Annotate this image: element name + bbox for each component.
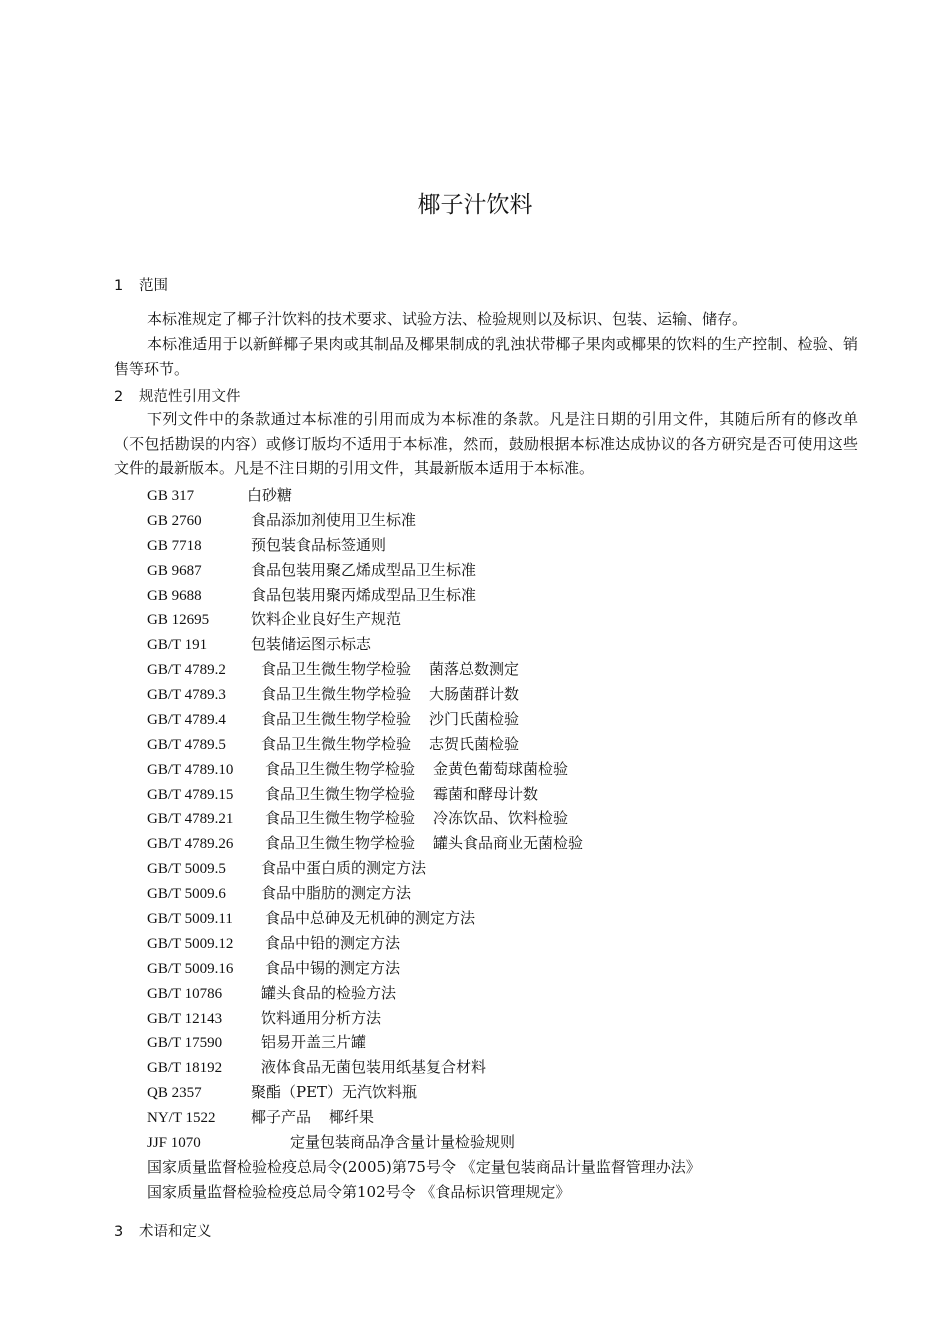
section-number: 3	[114, 1224, 124, 1240]
reference-code: GB 317	[147, 488, 195, 504]
section-1-heading	[114, 274, 168, 295]
reference-part: 罐头食品商业无菌检验	[433, 834, 584, 853]
reference-item	[147, 1081, 417, 1102]
reference-item	[147, 1181, 570, 1202]
section-title: 范围	[139, 278, 168, 294]
reference-title: 食品卫生微生物学检验	[261, 685, 412, 703]
reference-code: GB/T 191	[147, 637, 208, 654]
reference-title: 预包装食品标签通则	[251, 535, 387, 554]
section-number: 2	[114, 389, 124, 405]
reference-title: 食品卫生微生物学检验	[261, 660, 412, 679]
reference-title: 食品中脂肪的测定方法	[261, 884, 412, 903]
reference-title: 食品中铅的测定方法	[265, 933, 401, 952]
reference-title: 食品中蛋白质的测定方法	[261, 859, 427, 878]
reference-item	[147, 1007, 381, 1028]
reference-code: GB/T 10786	[147, 985, 223, 1002]
reference-item	[147, 1031, 366, 1052]
reference-code: GB/T 4789.4	[147, 711, 226, 728]
reference-code: GB/T 4789.10	[147, 761, 234, 778]
reference-title: 聚酯（PET）无汽饮料瓶	[251, 1083, 418, 1102]
paragraph-references-intro: 下列文件中的条款通过本标准的引用而成为本标准的条款。凡是注日期的引用文件，其随后所有的修改单（不包括勘误的内容）或修订版均不适用于本标准，然而，鼓励根据本标准达成协议的各方研究是否可使用这些文件的最新版本。凡是不注日期的引用文件，其最新版本适用于本标准。	[114, 410, 858, 478]
reference-title: 食品卫生微生物学检验	[265, 784, 416, 803]
reference-item	[147, 882, 411, 903]
reference-code: GB/T 5009.16	[147, 960, 234, 977]
reference-title: 罐头食品的检验方法	[261, 983, 397, 1002]
reference-code: GB/T 4789.21	[147, 811, 234, 828]
reference-item	[147, 534, 386, 555]
reference-item	[147, 783, 538, 804]
reference-title: 铝易开盖三片罐	[261, 1033, 367, 1052]
reference-part: 志贺氏菌检验	[429, 734, 520, 753]
reference-item	[147, 509, 416, 530]
reference-item	[147, 484, 292, 505]
reference-item	[147, 733, 519, 754]
reference-code: GB/T 17590	[147, 1035, 223, 1052]
reference-title: 白砂糖	[247, 486, 293, 504]
reference-item	[147, 633, 371, 654]
reference-item	[147, 758, 568, 779]
reference-title: 食品卫生微生物学检验	[261, 734, 412, 753]
reference-title: 饮料企业良好生产规范	[251, 610, 402, 629]
reference-item	[147, 658, 519, 679]
paragraph-scope-2: 本标准适用于以新鲜椰子果肉或其制品及椰果制成的乳浊状带椰子果肉或椰果的饮料的生产控制、检验、销售等环节。	[114, 335, 858, 378]
reference-title: 液体食品无菌包装用纸基复合材料	[261, 1058, 487, 1077]
reference-code: GB 12695	[147, 612, 210, 629]
reference-item	[147, 683, 519, 704]
section-number: 1	[114, 278, 124, 294]
reference-code: GB 9687	[147, 562, 202, 579]
reference-item	[147, 1156, 701, 1177]
reference-item	[147, 857, 426, 878]
reference-item	[147, 559, 476, 580]
reference-code: GB/T 5009.5	[147, 861, 226, 878]
reference-title: 定量包装商品净含量计量检验规则	[290, 1132, 516, 1151]
reference-code: GB/T 4789.15	[147, 786, 234, 803]
reference-part: 霉菌和酵母计数	[433, 784, 539, 803]
reference-code: GB/T 5009.12	[147, 935, 234, 952]
reference-code: GB/T 5009.11	[147, 911, 233, 927]
section-title: 术语和定义	[139, 1224, 212, 1240]
reference-item	[147, 957, 400, 978]
reference-part: 大肠菌群计数	[429, 685, 520, 703]
reference-code: QB 2357	[147, 1085, 202, 1102]
reference-title: 包装储运图示标志	[251, 635, 372, 654]
reference-code: GB/T 4789.3	[147, 687, 226, 703]
reference-title: 食品包装用聚丙烯成型品卫生标准	[251, 585, 477, 604]
reference-code: GB 9688	[147, 587, 202, 604]
reference-item	[147, 1131, 515, 1152]
reference-item	[147, 832, 583, 853]
reference-code: GB/T 12143	[147, 1010, 223, 1027]
reference-part: 金黄色葡萄球菌检验	[433, 759, 569, 778]
reference-code: GB/T 5009.6	[147, 886, 226, 903]
reference-code: GB/T 18192	[147, 1060, 223, 1077]
reference-part: 沙门氏菌检验	[429, 709, 520, 728]
reference-item	[147, 584, 476, 605]
reference-item	[147, 807, 568, 828]
reference-title: 食品添加剂使用卫生标准	[251, 510, 417, 529]
reference-title: 食品中锡的测定方法	[265, 958, 401, 977]
reference-code: GB 7718	[147, 537, 202, 554]
reference-item	[147, 708, 519, 729]
reference-item	[147, 1106, 374, 1127]
reference-title: 国家质量监督检验检疫总局令第102号令 《食品标识管理规定》	[147, 1182, 571, 1201]
reference-part: 椰纤果	[329, 1108, 375, 1126]
reference-title: 椰子产品	[251, 1108, 312, 1126]
reference-title: 食品卫生微生物学检验	[265, 759, 416, 778]
section-title: 规范性引用文件	[139, 389, 241, 405]
reference-title: 食品包装用聚乙烯成型品卫生标准	[251, 560, 477, 579]
reference-part: 冷冻饮品、饮料检验	[433, 809, 569, 828]
reference-code: NY/T 1522	[147, 1110, 216, 1126]
reference-code: JJF 1070	[147, 1134, 201, 1151]
reference-title: 食品卫生微生物学检验	[265, 834, 416, 853]
reference-item	[147, 1056, 486, 1077]
reference-item	[147, 982, 396, 1003]
reference-code: GB/T 4789.5	[147, 736, 226, 753]
reference-title: 食品卫生微生物学检验	[261, 709, 412, 728]
reference-code: GB/T 4789.26	[147, 836, 234, 853]
reference-item	[147, 608, 401, 629]
reference-title: 食品卫生微生物学检验	[265, 809, 416, 828]
reference-title: 饮料通用分析方法	[261, 1008, 382, 1027]
section-3-heading	[114, 1220, 212, 1241]
reference-code: GB 2760	[147, 512, 202, 529]
reference-title: 食品中总砷及无机砷的测定方法	[265, 909, 476, 927]
reference-item	[147, 907, 475, 928]
paragraph-scope-1: 本标准规定了椰子汁饮料的技术要求、试验方法、检验规则以及标识、包装、运输、储存。	[147, 310, 748, 328]
reference-item	[147, 932, 400, 953]
reference-title: 国家质量监督检验检疫总局令(2005)第75号令 《定量包装商品计量监督管理办法》	[147, 1157, 701, 1176]
reference-part: 菌落总数测定	[429, 660, 520, 679]
reference-code: GB/T 4789.2	[147, 662, 226, 679]
document-title: 椰子汁饮料	[417, 192, 533, 218]
section-2-heading	[114, 385, 241, 406]
